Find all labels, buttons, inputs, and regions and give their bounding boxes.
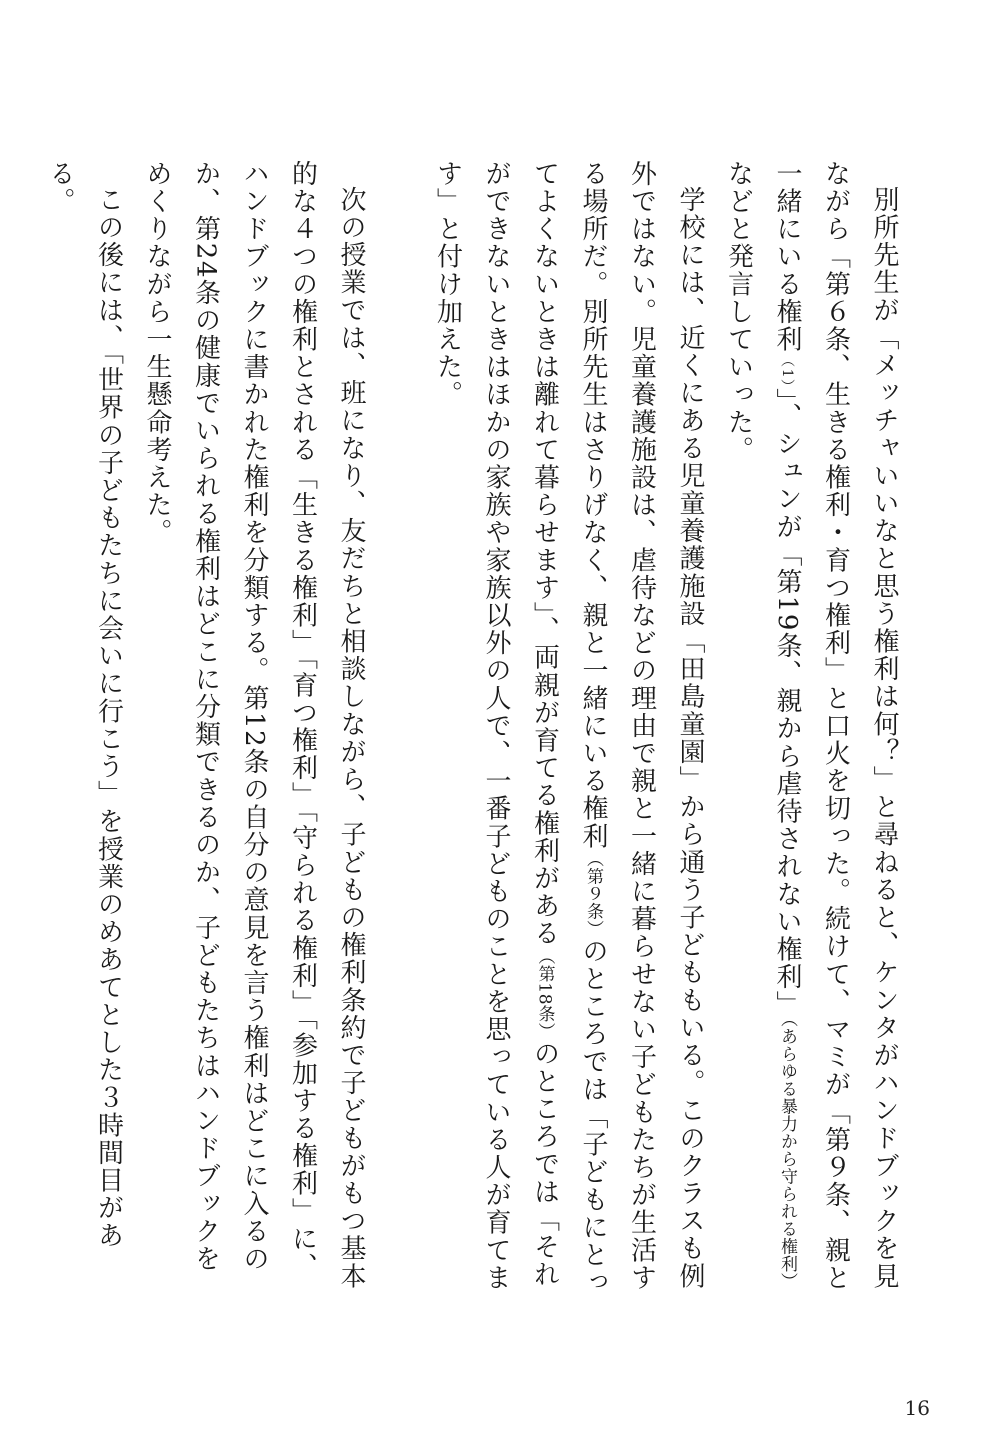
paragraph-2-note-a: （第９条） <box>583 850 603 938</box>
paragraph-2-text-b: のところでは「子どもにとってよくないときは離れて暮らせます」、両親が育てる権利がある <box>529 160 608 1297</box>
paragraph-3-text: 次の授業では、班になり、友だちと相談しながら、子どもの権利条約で子どもがもつ基本的な４つの権利とされる「生きる権利」「育つ権利」「守られる権利」「参加する権利」に、ハンドブックに書かれた権利を分類する。第12条の自分の意見を言う権利はどこに入るのか、第24条の健康でいられる権利はどこに分類できるのか、子どもたちはハンドブックをめくりながら一生懸命考えた。 <box>142 160 366 1290</box>
section-gap <box>375 160 423 1300</box>
paragraph-2-text-c: のところでは「それができないときはほかの家族や家族以外の人で、一番子どものことを思っている人が育てます」と付け加えた。 <box>432 160 560 1292</box>
paragraph-1 <box>714 160 908 1300</box>
paragraph-2-note-b: （第18条） <box>534 947 555 1041</box>
body-text <box>45 160 908 1300</box>
paragraph-1-note: （あらゆる暴力から守られる権利） <box>777 1018 797 1290</box>
paragraph-1-text-c: などと発言していった。 <box>723 160 754 464</box>
paragraph-1-text-b: 」、シュンが「第19条、親から虐待されない権利」 <box>772 387 802 1019</box>
paragraph-1-text-a: 別所先生が「メッチャいいなと思う権利は何？」と尋ねると、ケンタがハンドブックを見ながら「第６条、生きる権利・育つ権利」と口火を切った。続けて、マミが「第９条、親と一緒にいる権利 <box>772 160 899 1292</box>
footnote-marker: （1） <box>779 353 795 388</box>
paragraph-3 <box>133 160 376 1300</box>
paragraph-4-text: この後には、「世界の子どもたちに会いに行こう」を授業のめあてとした３時間目がある。 <box>45 160 124 1250</box>
page-number: 16 <box>904 1396 930 1420</box>
paragraph-2 <box>423 160 714 1300</box>
paragraph-4 <box>36 160 133 1300</box>
paragraph-2-text-a: 学校には、近くにある児童養護施設「田島童園」から通う子どももいる。このクラスも例外ではない。児童養護施設は、虐待などの理由で親と一緒に暮らせない子どもたちが生活する場所だ。別所先生はさりげなく、親と一緒にいる権利 <box>578 160 705 1292</box>
